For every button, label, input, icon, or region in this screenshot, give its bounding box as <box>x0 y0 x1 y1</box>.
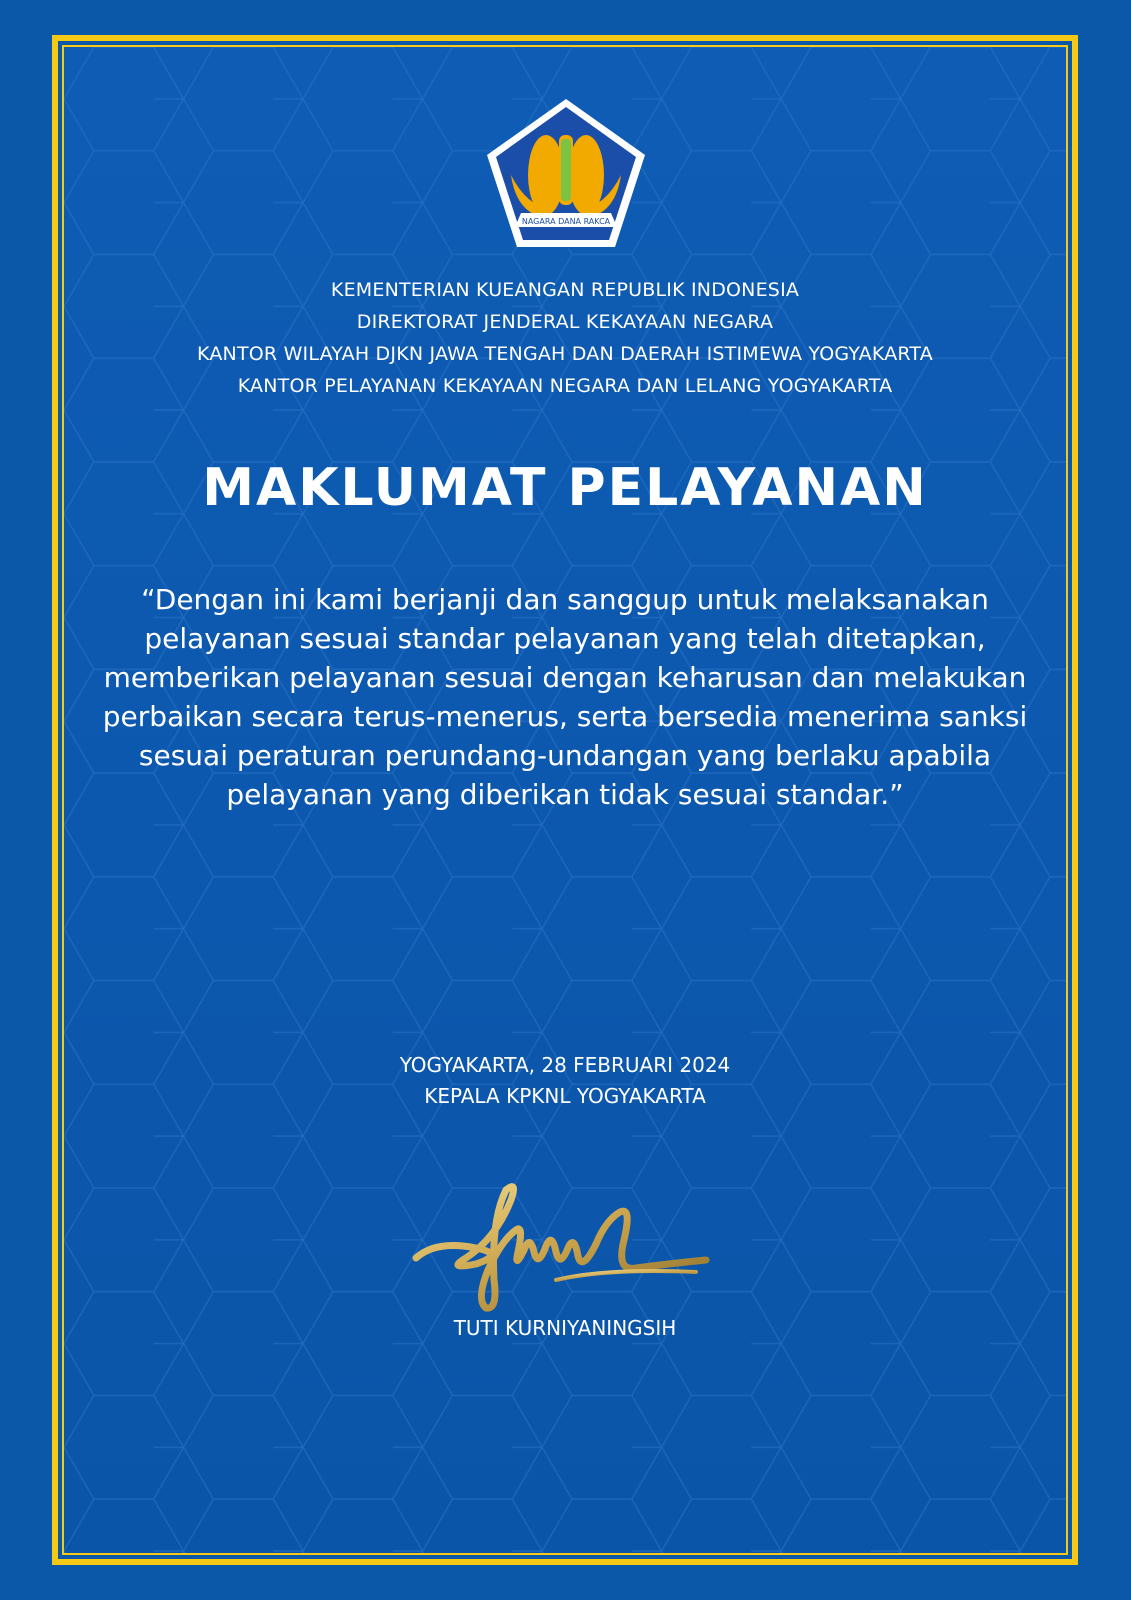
kemenkeu-emblem-icon <box>481 95 651 252</box>
service-pledge-text: “Dengan ini kami berjanji dan sanggup untuk melaksanakan pelayanan sesuai standar pelayanan yang telah ditetapkan, memberikan pelayanan sesuai dengan keharusan dan melakukan perbaikan secara terus-menerus, serta bersedia menerima sanksi sesuai peraturan perundang-undangan yang berlaku apabila pelayanan yang diberikan tidak sesuai standar.” <box>102 583 1028 811</box>
emblem-motto: NAGARA DANA RAKCA <box>521 217 611 226</box>
place-date: YOGYAKARTA, 28 FEBRUARI 2024 <box>399 1053 731 1077</box>
handwritten-signature <box>406 1160 726 1320</box>
signer-position: KEPALA KPKNL YOGYAKARTA <box>424 1084 706 1108</box>
header-line-ministry: KEMENTERIAN KUEANGAN REPUBLIK INDONESIA <box>330 279 800 301</box>
institution-header <box>62 274 1068 402</box>
header-line-directorate: DIREKTORAT JENDERAL KEKAYAAN NEGARA <box>356 311 774 333</box>
signer-name: TUTI KURNIYANINGSIH <box>453 1316 677 1340</box>
header-line-regional-office: KANTOR WILAYAH DJKN JAWA TENGAH DAN DAERAH ISTIMEWA YOGYAKARTA <box>197 343 933 365</box>
document-title: MAKLUMAT PELAYANAN <box>202 458 928 518</box>
header-line-service-office: KANTOR PELAYANAN KEKAYAAN NEGARA DAN LELANG YOGYAKARTA <box>237 375 893 397</box>
signature-block <box>62 1050 1068 1112</box>
